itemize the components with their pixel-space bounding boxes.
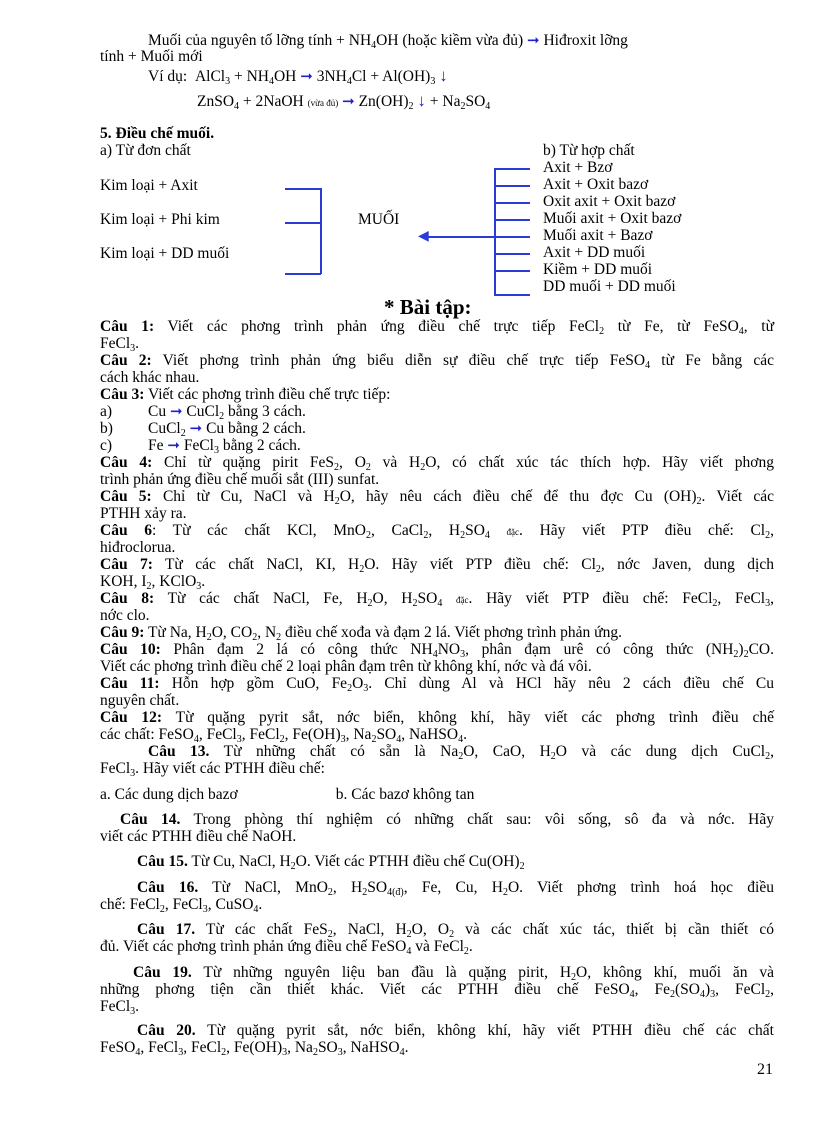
exercise-17-cont: đủ. Viết các phơng trình phản ứng điều chế FeSO$_4$ và FeCl$_2$.	[100, 938, 473, 957]
exercises-title: * Bài tập:	[384, 295, 472, 319]
exercise-14-cont: viết các PTHH điều chế NaOH.	[100, 828, 297, 845]
exercise-3b: b) CuCl$_2$ ➞ Cu bằng 2 cách.	[100, 420, 306, 439]
bracket-line	[494, 253, 530, 255]
exercise-13-cont: FeCl$_3$. Hãy viết các PTHH điều chế:	[100, 760, 325, 779]
down-arrow-icon: ↓	[417, 91, 426, 110]
right-item: DD muối + DD muối	[543, 278, 676, 295]
exercise-12-cont: các chất: FeSO$_4$, FeCl$_3$, FeCl$_2$, $Fe(OH)_3$, $Na_2SO_4$, NaHSO$_4$.	[100, 726, 467, 745]
down-arrow-icon: ↓	[439, 66, 448, 85]
exercise-12: Câu 12: Từ quặng pyrit sắt, nớc biển, không khí, hãy viết các phơng trình điều chế	[100, 709, 774, 726]
bracket-line	[285, 222, 321, 224]
exercise-5-cont: PTHH xảy ra.	[100, 505, 187, 522]
intro-line-2: tính + Muối mới	[100, 48, 203, 65]
exercise-11: Câu 11: Hỗn hợp gồm CuO, $Fe_2O_3$. Chỉ dùng Al và HCl hãy nêu 2 cách điều chế Cu	[100, 675, 775, 694]
right-arrow-icon: ➞	[342, 94, 355, 110]
right-item: Axit + DD muối	[543, 244, 646, 261]
bracket-line	[494, 202, 530, 204]
right-item: Oxit axit + Oxit bazơ	[543, 193, 676, 210]
exercise-8: Câu 8: Từ các chất NaCl, Fe, $H_2O$, $H_2SO_4$ đặc. Hãy viết PTP điều chế: FeCl$_2$, FeCl$_3$,	[100, 590, 774, 609]
exercise-15: Câu 15. Từ Cu, NaCl, $H_2O$. Viết các PTHH điều chế $Cu(OH)_2$	[137, 853, 525, 872]
bracket-line	[494, 219, 530, 221]
exercise-13: Câu 13. Từ những chất có sẵn là $Na_2O$, CaO, $H_2O$ và các dung dịch CuCl$_2$,	[148, 743, 774, 762]
exercise-6-cont: hiđroclorua.	[100, 539, 176, 556]
left-item: Kim loại + DD muối	[100, 245, 230, 262]
exercise-8-cont: nớc clo.	[100, 607, 150, 624]
bracket-line	[320, 188, 322, 274]
right-item: Kiềm + DD muối	[543, 261, 653, 278]
exercise-16-cont: chế: FeCl$_2$, FeCl$_3$, CuSO$_4$.	[100, 896, 263, 915]
bracket-line	[494, 294, 530, 296]
right-arrow-icon: ➞	[527, 33, 540, 49]
bracket-line	[494, 185, 530, 187]
center-label: MUỐI	[358, 211, 400, 228]
exercise-14: Câu 14. Trong phòng thí nghiệm có những chất sau: vôi sống, sô đa và nớc. Hãy	[120, 811, 774, 828]
exercise-20-cont: FeSO$_4$, FeCl$_3$, FeCl$_2$, $Fe(OH)_3$, $Na_2SO_3$, NaHSO$_4$.	[100, 1039, 409, 1058]
exercise-4: Câu 4: Chỉ từ quặng pirit FeS$_2$, $O_2$ và $H_2O$, có chất xúc tác thích hợp. Hãy viết phơng	[100, 454, 774, 473]
exercise-19-cont2: FeCl$_3$.	[100, 998, 140, 1017]
example-2: ZnSO$_4$ + 2NaOH (vừa đủ) ➞ $Zn(OH)_2$ ↓ + $Na_2SO_4$	[197, 91, 491, 112]
example-1: Ví dụ: AlCl$_3$ + $NH_4OH$ ➞ $3NH_4Cl + Al(OH)_3$ ↓	[148, 66, 448, 87]
exercise-1-cont: FeCl$_3$.	[100, 335, 140, 354]
exercise-10: Câu 10: Phân đạm 2 lá có công thức $NH_4NO_3$, phân đạm urê có công thức $(NH_2)_2CO$.	[100, 641, 774, 660]
exercise-10-cont: Viết các phơng trình điều chế 2 loại phân đạm trên từ không khí, nớc và đá vôi.	[100, 658, 592, 675]
left-header: a) Từ đơn chất	[100, 142, 191, 159]
exercise-9: Câu 9: Từ Na, $H_2O$, $CO_2$, $N_2$ điều chế xođa và đạm 2 lá. Viết phơng trình phản ứng.	[100, 624, 622, 643]
right-header: b) Từ hợp chất	[543, 142, 635, 159]
bracket-line	[494, 236, 530, 238]
intro-line-1: Muối của nguyên tố lỡng tính + $NH_4OH$ (hoặc kiềm vừa đủ) ➞ Hiđroxit lỡng	[148, 32, 628, 51]
exercise-3c: c) Fe ➞ FeCl$_3$ bằng 2 cách.	[100, 437, 301, 456]
exercise-11-cont: nguyên chất.	[100, 692, 180, 709]
left-item: Kim loại + Phi kim	[100, 211, 220, 228]
right-arrow-icon: ➞	[300, 69, 313, 85]
exercise-4-cont: trình phản ứng điều chế muối sắt (III) sunfat.	[100, 471, 380, 488]
right-item: Muối axit + Bazơ	[543, 227, 653, 244]
exercise-2: Câu 2: Viết phơng trình phản ứng biểu diễn sự điều chế trực tiếp FeSO$_4$ từ Fe bằng các	[100, 352, 774, 371]
page-number: 21	[757, 1061, 773, 1078]
bracket-line	[494, 168, 530, 170]
exercise-3: Câu 3: Viết các phơng trình điều chế trực tiếp:	[100, 386, 391, 403]
exercise-3a: a) Cu ➞ CuCl$_2$ bằng 3 cách.	[100, 403, 306, 422]
exercise-20: Câu 20. Từ quặng pyrit sắt, nớc biển, không khí, hãy viết PTHH điều chế các chất	[137, 1022, 774, 1039]
exercise-2-cont: cách khác nhau.	[100, 369, 200, 386]
exercise-13-options: a. Các dung dịch bazơ b. Các bazơ không tan	[100, 786, 475, 803]
right-item: Axit + Bzơ	[543, 159, 613, 176]
exercise-19: Câu 19. Từ những nguyên liệu ban đầu là quặng pirit, $H_2O$, không khí, muối ăn và	[133, 964, 774, 983]
section-title: 5. Điều chế muối.	[100, 125, 215, 142]
exercise-19-cont: những phơng tiện cần thiết khác. Viết các PTHH điều chế FeSO$_4$, $Fe_2(SO_4)_3$, FeCl$_2$,	[100, 981, 775, 1000]
exercise-1: Câu 1: Viết các phơng trình phản ứng điều chế trực tiếp FeCl$_2$ từ Fe, từ FeSO$_4$, từ	[100, 318, 775, 337]
bracket-line	[494, 270, 530, 272]
left-item: Kim loại + Axit	[100, 177, 198, 194]
bracket-line	[285, 188, 321, 190]
right-item: Axit + Oxit bazơ	[543, 176, 649, 193]
right-item: Muối axit + Oxit bazơ	[543, 210, 682, 227]
arrow-line	[425, 236, 495, 238]
exercise-5: Câu 5: Chỉ từ Cu, NaCl và $H_2O$, hãy nêu cách điều chế để thu đợc Cu $(OH)_2$. Viết các	[100, 488, 775, 507]
exercise-7-cont: KOH, $I_2$, KClO$_3$.	[100, 573, 206, 592]
exercise-6: Câu 6: Từ các chất KCl, MnO$_2$, CaCl$_2$, $H_2SO_4$ đặc. Hãy viết PTP điều chế: $Cl_2$,	[100, 522, 774, 541]
left-arrow-icon: ◀	[418, 229, 429, 244]
exercise-7: Câu 7: Từ các chất NaCl, KI, $H_2O$. Hãy viết PTP điều chế: $Cl_2$, nớc Javen, dung dịch	[100, 556, 774, 575]
exercise-16: Câu 16. Từ NaCl, MnO$_2$, $H_2SO_{4(đ)}$, Fe, Cu, $H_2O$. Viết phơng trình hoá học điều	[137, 879, 774, 898]
bracket-line	[494, 168, 496, 295]
exercise-17: Câu 17. Từ các chất FeS$_2$, NaCl, $H_2O$, $O_2$ và các chất xúc tác, thiết bị cần thiết có	[137, 921, 775, 940]
bracket-line	[285, 273, 321, 275]
